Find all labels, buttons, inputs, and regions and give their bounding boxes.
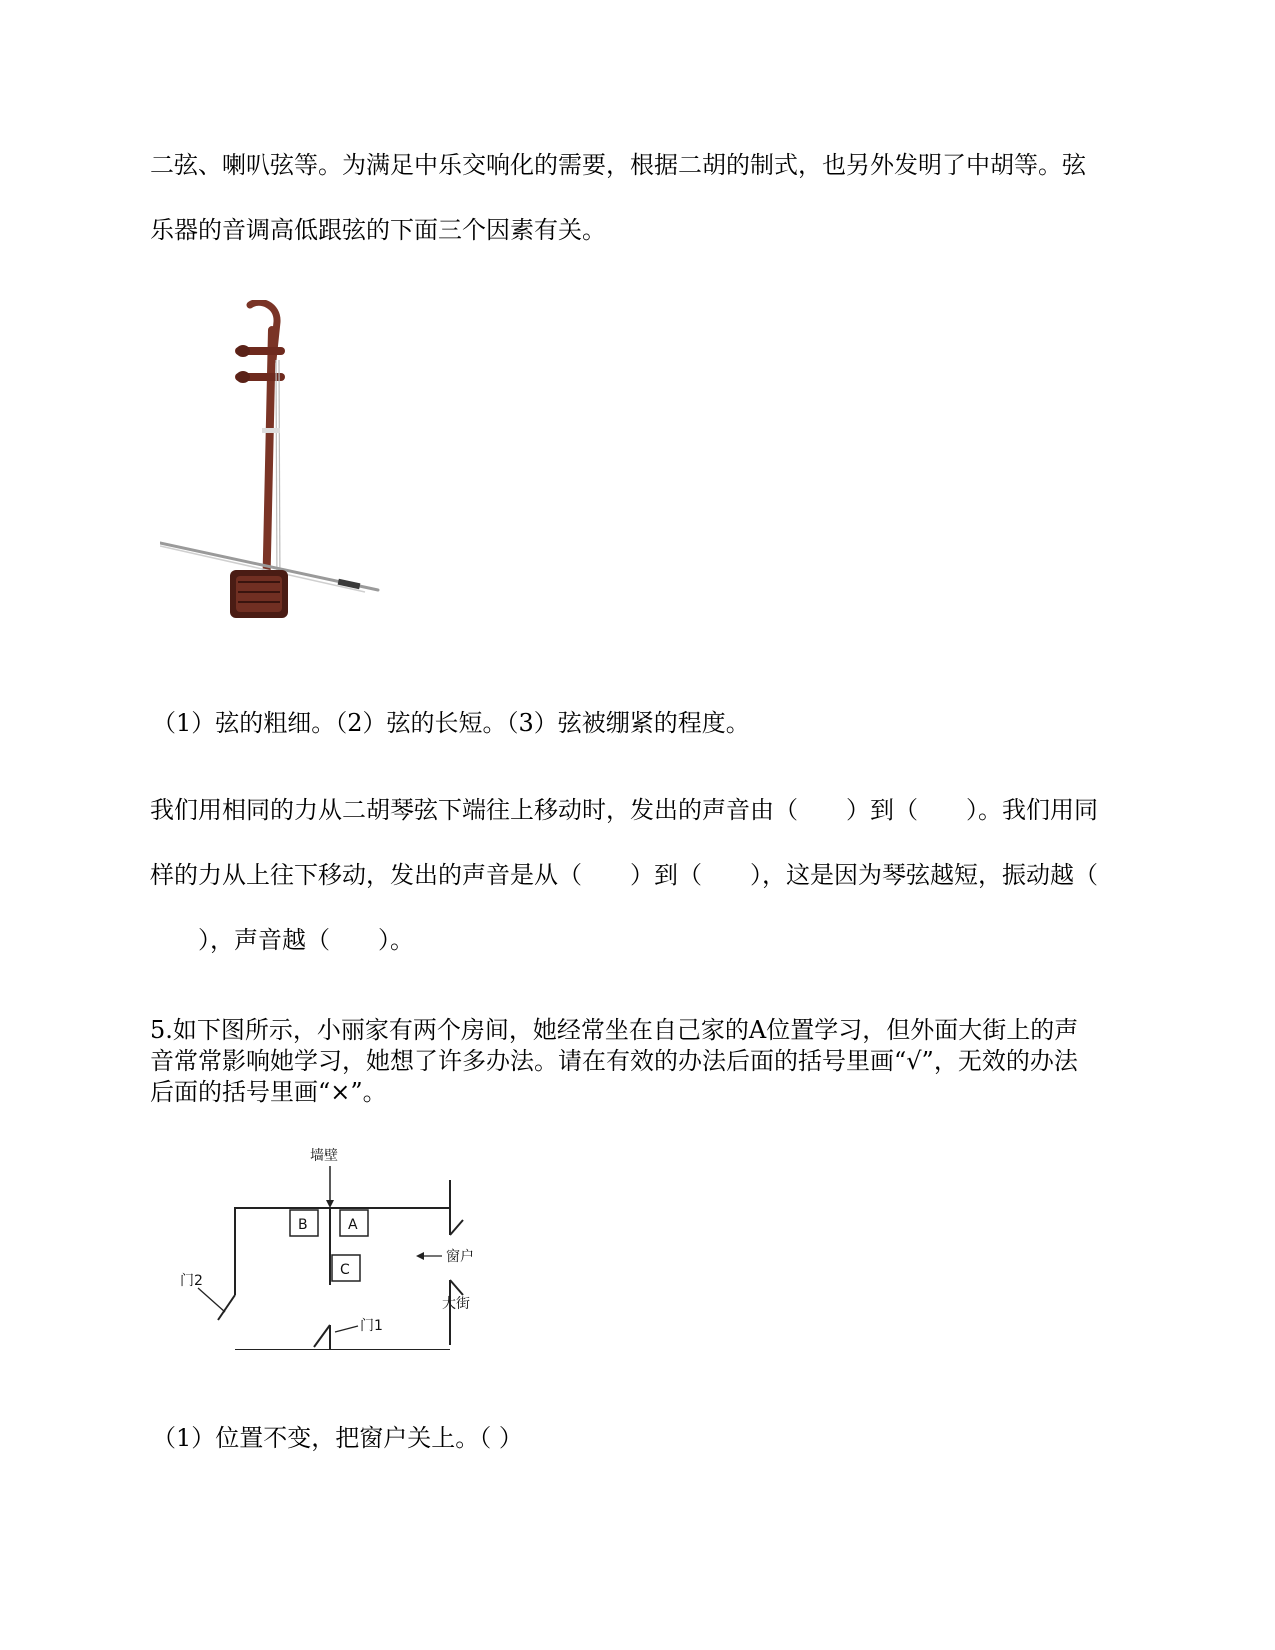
- question-5-line-3: 后面的括号里画“×”。: [150, 1078, 387, 1106]
- erhu-string-2: [279, 360, 280, 590]
- wall-arrow-head: [326, 1200, 334, 1208]
- door-2-pointer: [198, 1288, 225, 1312]
- label-street: 大街: [442, 1296, 470, 1312]
- paragraph-line-1: 二弦、喇叭弦等。为满足中乐交响化的需要，根据二胡的制式，也另外发明了中胡等。弦: [150, 151, 1086, 179]
- label-door-1: 门1: [360, 1318, 383, 1334]
- window-leaf-lower: [450, 1280, 463, 1295]
- label-door-2: 门2: [180, 1273, 203, 1289]
- erhu-qianjin: [262, 428, 280, 433]
- room-plan-diagram: [180, 1140, 530, 1350]
- window-pointer-head: [416, 1252, 424, 1260]
- question-5-line-1: 5.如下图所示，小丽家有两个房间，她经常坐在自己家的A位置学习，但外面大街上的声: [150, 1016, 1079, 1044]
- question-5-line-2: 音常常影响她学习，她想了许多办法。请在有效的办法后面的括号里画“√”，无效的办法: [150, 1047, 1078, 1075]
- door-1-pointer: [335, 1326, 358, 1332]
- window-leaf-upper: [450, 1220, 463, 1235]
- label-c: C: [340, 1262, 350, 1278]
- paragraph-line-2: 乐器的音调高低跟弦的下面三个因素有关。: [150, 216, 606, 244]
- door-1-leaf: [314, 1325, 330, 1347]
- option-1-line: （1）位置不变，把窗户关上。（ ）: [152, 1424, 523, 1452]
- erhu-peg-knob-upper: [236, 345, 250, 357]
- question-line-3: ），声音越（ ）。: [150, 926, 414, 954]
- label-a: A: [348, 1217, 358, 1233]
- question-line-1: 我们用相同的力从二胡琴弦下端往上移动时，发出的声音由（ ）到（ ）。我们用同: [150, 796, 1098, 824]
- erhu-illustration: [160, 300, 410, 660]
- room-plan-svg: [180, 1140, 530, 1350]
- paragraph-factors: （1）弦的粗细。（2）弦的长短。（3）弦被绷紧的程度。: [152, 709, 750, 737]
- top-wall: [235, 1208, 450, 1295]
- erhu-svg: [160, 300, 410, 660]
- label-b: B: [298, 1217, 308, 1233]
- label-wall: 墙壁: [310, 1148, 338, 1164]
- erhu-neck: [266, 330, 272, 600]
- erhu-string-1: [276, 360, 277, 590]
- erhu-peg-knob-lower: [236, 371, 250, 383]
- question-line-2: 样的力从上往下移动，发出的声音是从（ ）到（ ），这是因为琴弦越短，振动越（: [150, 861, 1098, 889]
- label-window: 窗户: [446, 1249, 474, 1265]
